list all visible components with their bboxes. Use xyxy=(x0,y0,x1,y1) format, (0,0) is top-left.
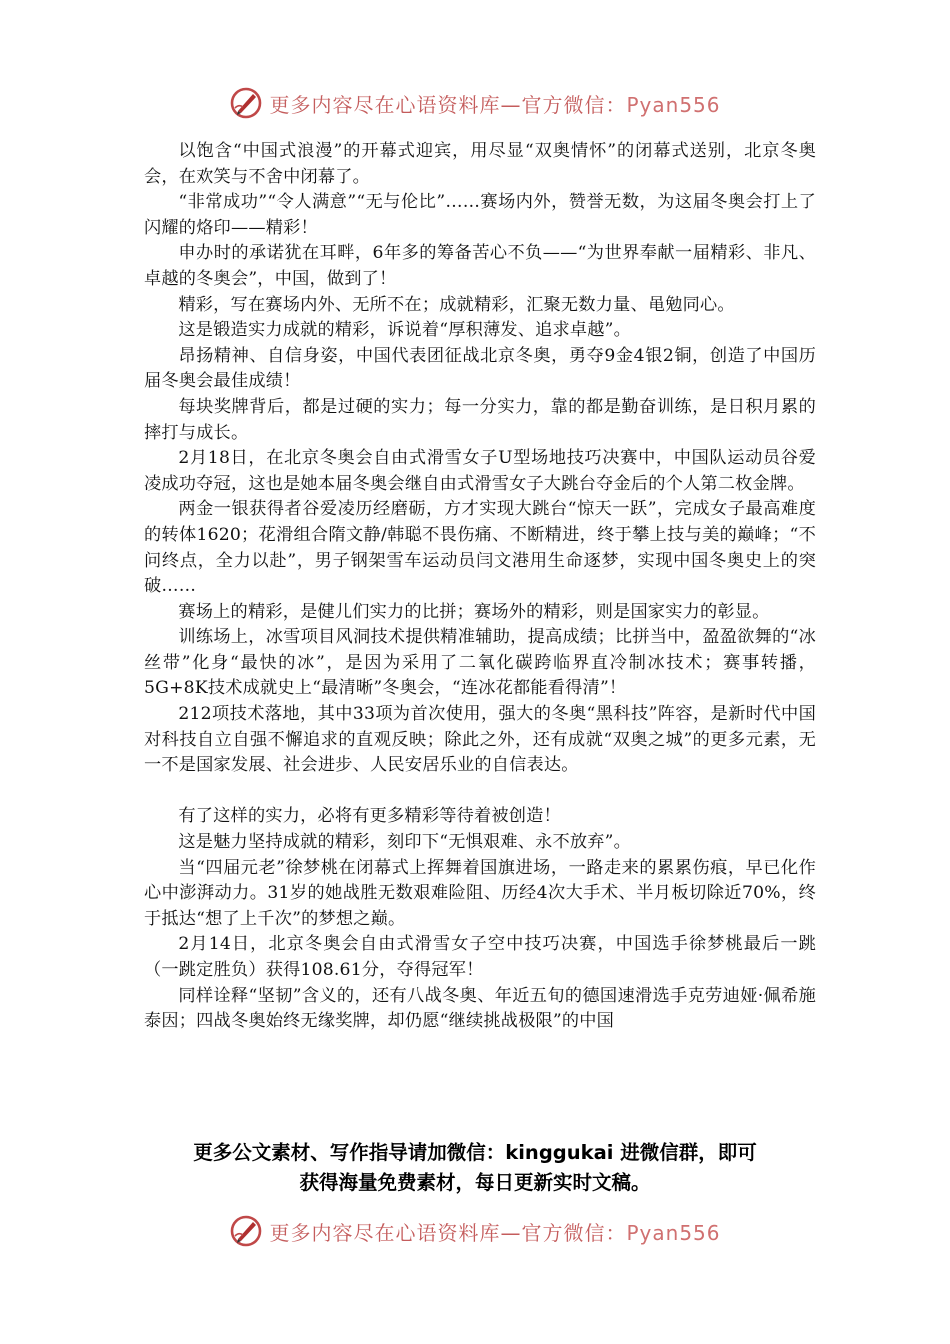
footer-banner-text: 更多内容尽在心语资料库—官方微信：Pyan556 xyxy=(269,1220,721,1245)
pen-seal-icon xyxy=(229,86,263,120)
paragraph: 昂扬精神、自信身姿，中国代表团征战北京冬奥，勇夺9金4银2铜，创造了中国历届冬奥会最佳成绩！ xyxy=(144,345,816,392)
header-wechat-id: Pyan556 xyxy=(626,92,721,117)
paragraph: 训练场上，冰雪项目风洞技术提供精准辅助，提高成绩；比拼当中，盈盈欲舞的“冰丝带”化身“最快的冰”，是因为采用了二氧化碳跨临界直冷制冰技术；赛事转播，5G+8K技术成就史上“最清晰”冬奥会，“连冰花都能看得清”！ xyxy=(144,627,816,699)
article-body xyxy=(144,139,816,1035)
header-banner xyxy=(0,80,950,126)
footer-banner xyxy=(0,1208,950,1254)
footer-wechat-id: Pyan556 xyxy=(626,1220,721,1245)
promo-notice xyxy=(0,1138,950,1198)
paragraph: 2月18日，在北京冬奥会自由式滑雪女子U型场地技巧决赛中，中国队运动员谷爱凌成功夺冠，这也是她本届冬奥会继自由式滑雪女子大跳台夺金后的个人第二枚金牌。 xyxy=(144,448,816,494)
pen-seal-icon xyxy=(229,1214,263,1248)
paragraph: 有了这样的实力，必将有更多精彩等待着被创造！ xyxy=(178,806,561,827)
paragraph: 这是锻造实力成就的精彩，诉说着“厚积薄发、追求卓越”。 xyxy=(178,320,632,341)
header-banner-text: 更多内容尽在心语资料库—官方微信：Pyan556 xyxy=(269,92,721,117)
paragraph: 以饱含“中国式浪漫”的开幕式迎宾，用尽显“双奥情怀”的闭幕式送别，北京冬奥会，在欢笑与不舍中闭幕了。 xyxy=(144,141,816,187)
paragraph: 申办时的承诺犹在耳畔，6年多的筹备苦心不负——“为世界奉献一届精彩、非凡、卓越的冬奥会”，中国，做到了！ xyxy=(144,243,816,289)
promo-line-1: 更多公文素材、写作指导请加微信：kinggukai 进微信群，即可 xyxy=(193,1141,757,1164)
paragraph: 赛场上的精彩，是健儿们实力的比拼；赛场外的精彩，则是国家实力的彰显。 xyxy=(178,601,770,622)
paragraph: 212项技术落地，其中33项为首次使用，强大的冬奥“黑科技”阵容，是新时代中国对科技自立自强不懈追求的直观反映；除此之外，还有成就“双奥之城”的更多元素，无一不是国家发展、社会进步、人民安居乐业的自信表达。 xyxy=(144,704,816,776)
paragraph: 这是魅力坚持成就的精彩，刻印下“无惧艰难、永不放弃”。 xyxy=(178,832,632,853)
paragraph: 2月14日，北京冬奥会自由式滑雪女子空中技巧决赛，中国选手徐梦桃最后一跳（一跳定胜负）获得108.61分，夺得冠军！ xyxy=(144,934,816,980)
promo-line-2: 获得海量免费素材，每日更新实时文稿。 xyxy=(299,1171,651,1194)
paragraph: 同样诠释“坚韧”含义的，还有八战冬奥、年近五旬的德国速滑选手克劳迪娅·佩希施泰因；四战冬奥始终无缘奖牌，却仍愿“继续挑战极限”的中国 xyxy=(144,985,816,1032)
paragraph: 精彩，写在赛场内外、无所不在；成就精彩，汇聚无数力量、黾勉同心。 xyxy=(178,294,735,315)
paragraph: 当“四届元老”徐梦桃在闭幕式上挥舞着国旗进场，一路走来的累累伤痕，早已化作心中澎湃动力。31岁的她战胜无数艰难险阻、历经4次大手术、半月板切除近70%，终于抵达“想了上千次”的梦想之巅。 xyxy=(144,857,816,929)
paragraph: 两金一银获得者谷爱凌历经磨砺，方才实现大跳台“惊天一跃”，完成女子最高难度的转体1620；花滑组合隋文静/韩聪不畏伤痛、不断精进，终于攀上技与美的巅峰；“不问终点，全力以赴”，男子钢架雪车运动员闫文港用生命逐梦，实现中国冬奥史上的突破…… xyxy=(144,499,816,597)
paragraph: “非常成功”“令人满意”“无与伦比”……赛场内外，赞誉无数，为这届冬奥会打上了闪耀的烙印——精彩！ xyxy=(144,192,816,238)
paragraph: 每块奖牌背后，都是过硬的实力；每一分实力，靠的都是勤奋训练，是日积月累的摔打与成长。 xyxy=(144,396,816,443)
